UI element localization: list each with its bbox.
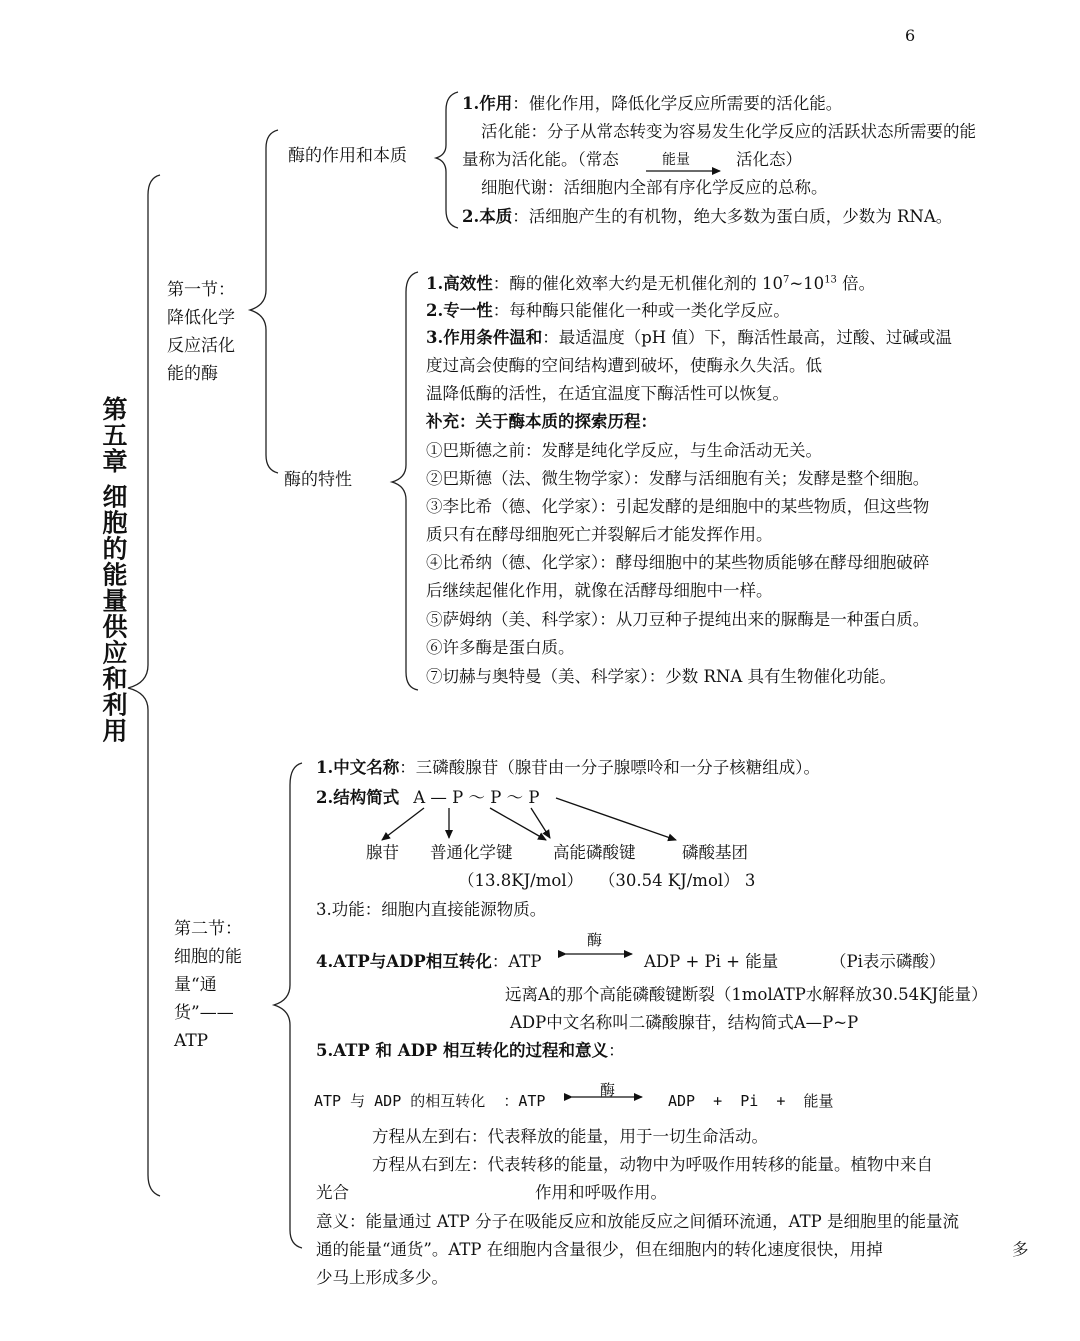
meaning-line2-end: 多	[1012, 1240, 1029, 1259]
meaning-line3: 少马上形成多少。	[316, 1268, 448, 1287]
meaning-line2: 通的能量“通货”。ATP 在细胞内含量很少，但在细胞内的转化速度很快，用掉	[316, 1240, 883, 1259]
history-3a: ③李比希（德、化学家）：引起发酵的是细胞中的某些物质，但这些物	[426, 497, 930, 516]
role-line2: 活化能：分子从常态转变为容易发生化学反应的活跃状态所需要的能	[481, 122, 976, 141]
page-number: 6	[905, 26, 916, 45]
enzyme-label-1: 酶	[587, 931, 603, 949]
history-3b: 质只有在酵母细胞死亡并裂解后才能发挥作用。	[426, 525, 773, 544]
equation-right: ADP + Pi + 能量	[668, 1092, 834, 1110]
role-line1: 1.作用：催化作用，降低化学反应所需要的活化能。	[462, 94, 843, 113]
conversion-products: ADP + Pi + 能量	[644, 952, 779, 971]
label-phosphate-group: 磷酸基团	[682, 843, 748, 862]
right-to-left-2b: 作用和呼吸作用。	[535, 1183, 667, 1202]
trait-specificity: 2.专一性：每种酶只能催化一种或一类化学反应。	[426, 301, 790, 320]
atp-chinese-name: 1.中文名称：三磷酸腺苷（腺苷由一分子腺嘌呤和一分子核糖组成）。	[316, 758, 820, 777]
trait-mild-conditions: 3.作用条件温和：最适温度（pH 值）下，酶活性最高，过酸、过碱或温	[426, 328, 952, 347]
enzyme-label-2: 酶	[600, 1081, 616, 1099]
conversion-note-2: ADP中文名称叫二磷酸腺苷，结构简式A—P~P	[510, 1013, 859, 1032]
role-line5: 2.本质：活细胞产生的有机物，绝大多数为蛋白质，少数为 RNA。	[462, 207, 953, 226]
role-line3-a: 量称为活化能。（常态	[462, 150, 619, 169]
history-4b: 后继续起催化作用，就像在活酵母细胞中一样。	[426, 581, 773, 600]
history-7: ⑦切赫与奥特曼（美、科学家）：少数 RNA 具有生物催化功能。	[426, 667, 897, 686]
atp-structure: 2.结构简式 A — P ～ P ～ P	[316, 788, 540, 807]
history-4a: ④比希纳（德、化学家）：酵母细胞中的某些物质能够在酵母细胞破碎	[426, 553, 930, 572]
atp-adp-conversion: 4.ATP与ADP相互转化：ATP	[316, 952, 542, 971]
role-line3-b: 活化态）	[736, 150, 802, 169]
conversion-note-1: 远离A的那个高能磷酸键断裂（1molATP水解释放30.54KJ能量）	[505, 985, 988, 1004]
trait-mild-line3: 温降低酶的活性，在适宜温度下酶活性可以恢复。	[426, 384, 789, 403]
history-6: ⑥许多酶是蛋白质。	[426, 638, 575, 657]
right-to-left: 方程从右到左：代表转移的能量，动物中为呼吸作用转移的能量。植物中来自	[372, 1155, 933, 1174]
energy-arrow-label: 能量	[662, 152, 690, 168]
history-1: ①巴斯德之前：发酵是纯化学反应，与生命活动无关。	[426, 441, 822, 460]
enzyme-role-brace	[436, 92, 458, 228]
left-to-right: 方程从左到右：代表释放的能量，用于一切生命活动。	[372, 1127, 768, 1146]
history-5: ⑤萨姆纳（美、科学家）：从刀豆种子提纯出来的脲酶是一种蛋白质。	[426, 610, 930, 629]
atp-function: 3.功能：细胞内直接能源物质。	[316, 900, 547, 919]
role-line4: 细胞代谢：活细胞内全部有序化学反应的总称。	[481, 178, 828, 197]
right-to-left-2a: 光合	[316, 1183, 349, 1202]
section2-title: 第二节：细胞的能量“通货”——ATP	[174, 919, 242, 1051]
trait-mild-line2: 度过高会使酶的空间结构遭到破坏，使酶永久失活。低	[426, 356, 822, 375]
bond-energy-values: （13.8KJ/mol） （30.54 KJ/mol） 3	[458, 871, 756, 890]
process-significance-heading: 5.ATP 和 ADP 相互转化的过程和意义：	[316, 1041, 625, 1060]
label-normal-bond: 普通化学键	[430, 843, 513, 862]
section2-brace	[274, 763, 302, 1248]
meaning-line1: 意义：能量通过 ATP 分子在吸能反应和放能反应之间循环流通，ATP 是细胞里的能量流	[316, 1212, 959, 1231]
equation-left: ATP 与 ADP 的相互转化 ：ATP	[314, 1092, 546, 1110]
supplement-title: 补充：关于酶本质的探索历程：	[426, 412, 657, 431]
arrow-to-phosphate	[556, 798, 676, 840]
history-2: ②巴斯德（法、微生物学家）：发酵与活细胞有关；发酵是整个细胞。	[426, 469, 930, 488]
label-adenosine: 腺苷	[366, 843, 399, 862]
pi-note: （Pi表示磷酸）	[830, 952, 946, 971]
section1-brace	[250, 130, 278, 473]
trait-efficiency: 1.高效性：酶的催化效率大约是无机催化剂的 $10^7\sim 10^{13}$ 倍。	[426, 274, 876, 293]
arrow-to-high-bond-1	[490, 808, 546, 840]
atp-formula: A — P ～ P ～ P	[413, 788, 540, 807]
section1-title: 第一节：降低化学反应活化能的酶	[167, 280, 235, 384]
label-high-energy-bond: 高能磷酸键	[553, 843, 636, 862]
chapter-brace	[128, 175, 160, 1196]
enzyme-traits-brace	[392, 272, 418, 690]
enzyme-traits-label: 酶的特性	[284, 470, 352, 490]
arrow-to-adenosine	[382, 808, 424, 840]
chapter-title: 第五章 细胞的能量供应和利用	[99, 396, 128, 744]
enzyme-role-label: 酶的作用和本质	[288, 146, 407, 166]
